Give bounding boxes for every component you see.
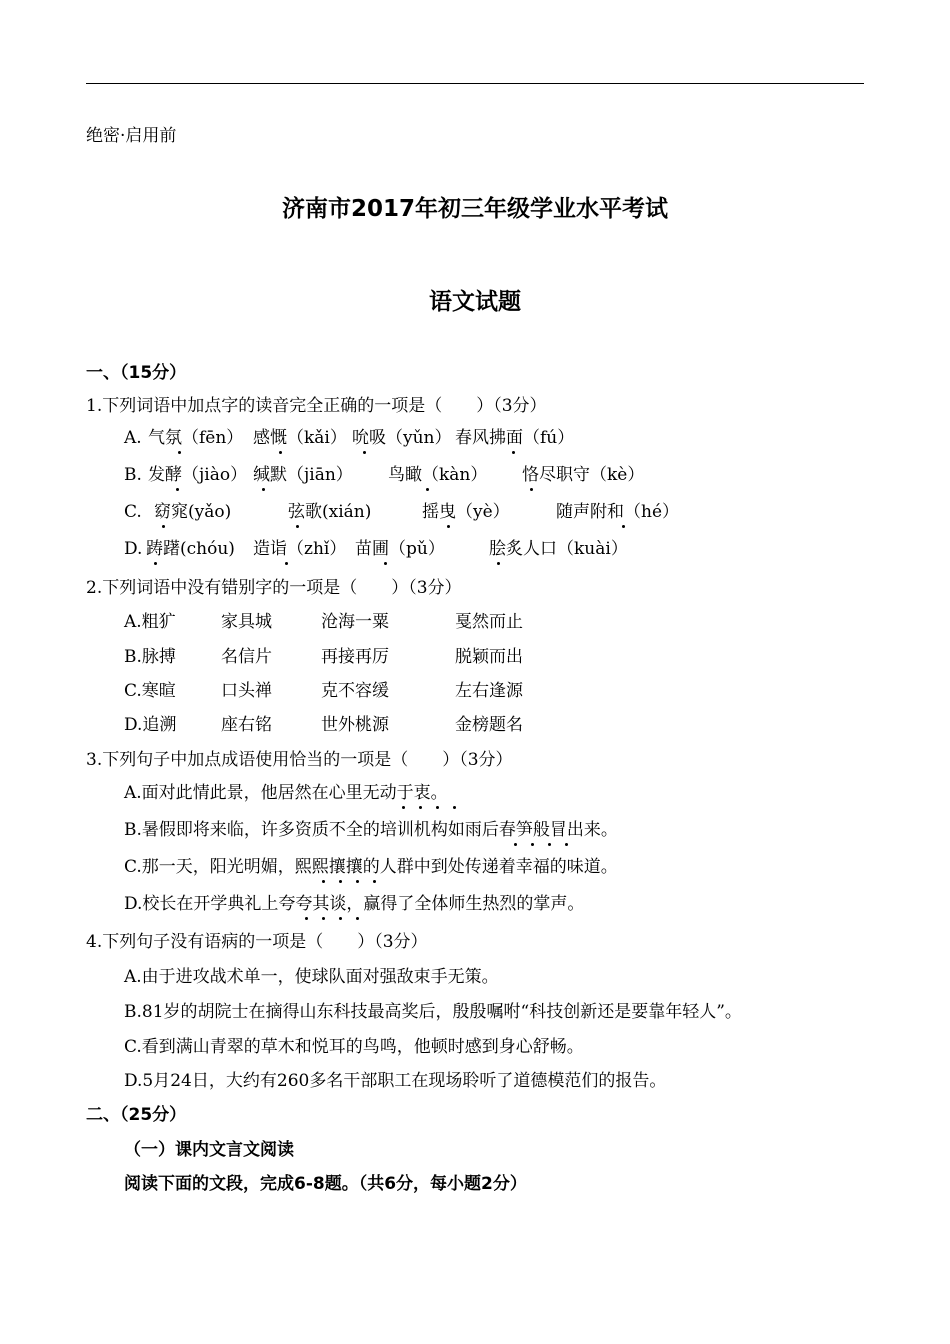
- emphasis-dot: [322, 917, 325, 920]
- section-2-part-heading: （一）课内文言文阅读: [124, 1140, 294, 1160]
- emphasis-dot: [565, 843, 568, 846]
- emphasis-dot: [419, 806, 422, 809]
- q4-option-c: C.看到满山青翠的草木和悦耳的鸟鸣，他顿时感到身心舒畅。: [124, 1037, 584, 1057]
- emphasis-dot: [162, 525, 165, 528]
- emphasis-dot: [531, 843, 534, 846]
- emphasis-dot: [497, 562, 500, 565]
- q4-stem: 4.下列句子没有语病的一项是（ ）（3分）: [86, 932, 428, 952]
- q1-stem: 1.下列词语中加点字的读音完全正确的一项是（ ）（3分）: [86, 396, 547, 416]
- exam-subtitle: 语文试题: [429, 289, 521, 315]
- emphasis-dot: [512, 451, 515, 454]
- header-rule: [86, 83, 864, 84]
- section-2-heading: 二、（25分）: [86, 1105, 187, 1125]
- emphasis-dot: [339, 917, 342, 920]
- emphasis-dot: [453, 806, 456, 809]
- q4-option-a: A.由于进攻战术单一，使球队面对强敌束手无策。: [124, 967, 499, 987]
- emphasis-dot: [154, 562, 157, 565]
- emphasis-dot: [373, 880, 376, 883]
- emphasis-dot: [178, 451, 181, 454]
- emphasis-dot: [305, 917, 308, 920]
- emphasis-dot: [402, 806, 405, 809]
- emphasis-dot: [356, 880, 359, 883]
- emphasis-dot: [356, 917, 359, 920]
- emphasis-dot: [296, 525, 299, 528]
- emphasis-dot: [339, 880, 342, 883]
- confidential-label: 绝密·启用前: [86, 126, 177, 146]
- q3-option-c: C.那一天，阳光明媚，熙熙攘攘的人群中到处传递着幸福的味道。: [124, 857, 618, 877]
- q3-option-d: D.校长在开学典礼上夸夸其谈，赢得了全体师生热烈的掌声。: [124, 894, 585, 914]
- emphasis-dot: [279, 451, 282, 454]
- emphasis-dot: [363, 451, 366, 454]
- emphasis-dot: [436, 806, 439, 809]
- q3-stem: 3.下列句子中加点成语使用恰当的一项是（ ）（3分）: [86, 750, 513, 770]
- emphasis-dot: [384, 562, 387, 565]
- section-1-heading: 一、（15分）: [86, 363, 187, 383]
- emphasis-dot: [262, 488, 265, 491]
- q4-option-d: D.5月24日，大约有260多名干部职工在现场聆听了道德模范们的报告。: [124, 1071, 667, 1091]
- emphasis-dot: [322, 880, 325, 883]
- emphasis-dot: [548, 843, 551, 846]
- q4-option-b: B.81岁的胡院士在摘得山东科技最高奖后，殷殷嘱咐“科技创新还是要靠年轻人”。: [124, 1002, 742, 1022]
- emphasis-dot: [285, 562, 288, 565]
- emphasis-dot: [514, 843, 517, 846]
- emphasis-dot: [530, 488, 533, 491]
- section-2-instruction: 阅读下面的文段，完成6-8题。（共6分，每小题2分）: [124, 1174, 527, 1194]
- emphasis-dot: [447, 525, 450, 528]
- q3-option-a: A.面对此情此景，他居然在心里无动于衷。: [124, 783, 448, 803]
- q3-option-b: B.暑假即将来临，许多资质不全的培训机构如雨后春笋般冒出来。: [124, 820, 618, 840]
- exam-title: 济南市2017年初三年级学业水平考试: [281, 196, 668, 222]
- q2-stem: 2.下列词语中没有错别字的一项是（ ）（3分）: [86, 578, 462, 598]
- emphasis-dot: [426, 488, 429, 491]
- emphasis-dot: [176, 488, 179, 491]
- emphasis-dot: [622, 525, 625, 528]
